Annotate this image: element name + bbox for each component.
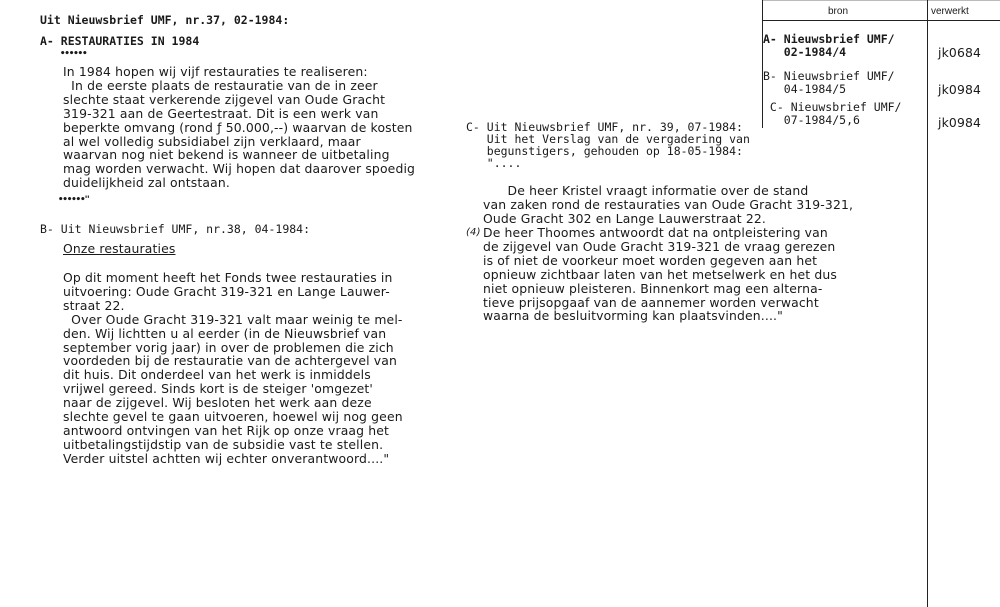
text-line: Op dit moment heeft het Fonds twee restauraties in	[63, 270, 393, 285]
row-processed: jk0984	[938, 82, 982, 97]
text-line: "....	[466, 156, 522, 171]
text-line: dit huis. Dit onderdeel van het werk is inmiddels	[63, 367, 371, 383]
text-line: De heer Thoomes antwoordt dat na ontpleistering van	[483, 225, 828, 240]
page-title: Uit Nieuwsbrief UMF, nr.37, 02-1984:	[40, 13, 290, 27]
text-line: De heer Kristel vraagt informatie over de stand	[483, 183, 809, 198]
row-source-line1: A- Nieuwsbrief UMF/	[763, 32, 895, 46]
column-header-processed: verwerkt	[931, 6, 969, 17]
text-line: naar de zijgevel. Wij besloten het werk aan deze	[63, 395, 372, 411]
text-line: uitvoering: Oude Gracht 319-321 en Lange Lauwer-	[63, 283, 390, 299]
text-line: Over Oude Gracht 319-321 valt maar weinig te mel-	[63, 311, 403, 327]
margin-mark: (4)	[466, 227, 481, 238]
text-line: mag worden verwacht. Wij hopen dat daarover spoedig	[63, 161, 416, 177]
text-line: slechte staat verkerende zijgevel van Oude Gracht	[63, 91, 386, 107]
text-line: september vorig jaar) in over de problemen die zich	[63, 339, 394, 355]
row-source-line2: 07-1984/5,6	[763, 113, 860, 127]
row-processed: jk0984	[938, 115, 982, 130]
text-line: 319-321 aan de Geertestraat. Dit is een werk van	[63, 105, 379, 121]
section-a-stars-top: ••••••	[60, 49, 87, 59]
text-line: de zijgevel van Oude Gracht 319-321 de vraag gerezen	[483, 238, 836, 254]
text-line: tieve prijsopgaaf van de aannemer worden verwacht	[483, 294, 819, 310]
text-line: begunstigers, gehouden op 18-05-1984:	[466, 144, 743, 159]
row-processed: jk0684	[938, 45, 982, 60]
section-b-label: B- Uit Nieuwsbrief UMF, nr.38, 04-1984:	[40, 222, 311, 236]
text-line: uitbetalingstijdstip van de subsidie vast te stellen.	[63, 436, 384, 452]
table-top-border	[762, 0, 1000, 1]
text-line: al wel volledig subsidiabel zijn verklaard, maar	[63, 133, 361, 149]
row-source-line2: 02-1984/4	[763, 45, 847, 59]
text-line: waarvan nog niet bekend is wanneer de uitbetaling	[63, 147, 390, 163]
text-line: duidelijkheid zal ontstaan.	[63, 175, 230, 191]
text-line: voordeden bij de restauratie van de achtergevel van	[63, 353, 398, 369]
section-c-label: C- Uit Nieuwsbrief UMF, nr. 39, 07-1984:	[466, 120, 743, 134]
text-line: antwoord ontvingen van het Rijk op onze vraag het	[63, 422, 390, 438]
text-line: den. Wij lichtten u al eerder (in de Nieuwsbrief van	[63, 325, 387, 341]
text-line: van zaken rond de restauraties van Oude Gracht 319-321,	[483, 196, 854, 212]
section-c-header	[466, 133, 750, 170]
section-c-body-1	[483, 184, 853, 226]
row-source-line2: 04-1984/5	[763, 82, 847, 96]
text-line: beperkte omvang (rond ƒ 50.000,--) waarvan de kosten	[63, 119, 413, 135]
text-line: Verder uitstel achtten wij echter onverantwoord...."	[63, 450, 390, 466]
section-b-subheading: Onze restauraties	[63, 241, 176, 256]
row-source-line1: B- Nieuwsbrief UMF/	[763, 69, 895, 83]
section-c-body-2	[483, 226, 837, 323]
text-line: straat 22.	[63, 297, 125, 313]
row-source-line1: C- Nieuwsbrief UMF/	[763, 100, 902, 114]
text-line: opnieuw zichtbaar laten van het metselwerk en het dus	[483, 266, 837, 282]
table-column-rule	[927, 0, 928, 607]
section-a-label	[40, 35, 199, 47]
section-a-stars-bottom: ••••••"	[58, 195, 89, 205]
text-line: Uit het Verslag van de vergadering van	[466, 132, 750, 146]
section-b-body	[63, 271, 403, 466]
text-line: slechte gevel te gaan uitvoeren, hoewel wij nog geen	[63, 409, 403, 425]
text-line: In 1984 hopen wij vijf restauraties te realiseren:	[63, 64, 368, 79]
text-line: niet opnieuw pleisteren. Binnenkort mag een alterna-	[483, 280, 823, 296]
text-line: vrijwel gereed. Sinds kort is de steiger 'omgezet'	[63, 381, 373, 397]
text-line: In de eerste plaats de restauratie van de in zeer	[63, 77, 378, 93]
section-a-body	[63, 65, 415, 190]
text-line: is of niet de voorkeur moet worden gegeven aan het	[483, 252, 818, 268]
column-header-source: bron	[828, 6, 849, 17]
text-line: waarna de besluitvorming kan plaatsvinden...."	[483, 308, 783, 324]
text-line: Oude Gracht 302 en Lange Lauwerstraat 22.	[483, 210, 767, 226]
table-header-rule	[762, 20, 1000, 21]
section-a-label-text: A- RESTAURATIES IN 1984	[40, 34, 200, 48]
